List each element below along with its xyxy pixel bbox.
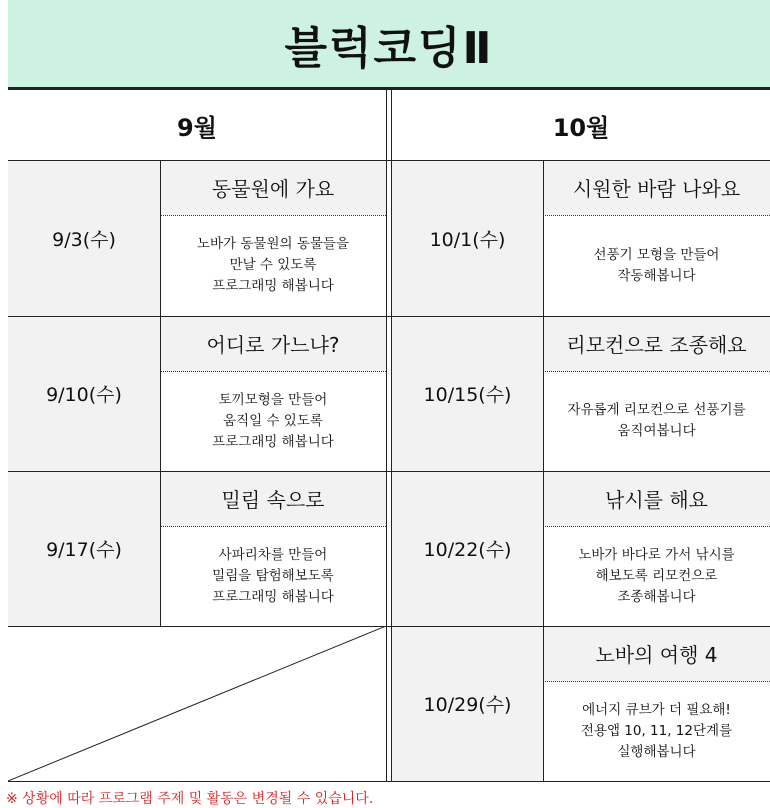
session-topic: 낚시를 해요 bbox=[543, 471, 770, 526]
dotted-separator bbox=[543, 526, 770, 527]
session-date: 10/1(수) bbox=[392, 160, 543, 316]
grid-line bbox=[386, 90, 387, 781]
session-topic: 시원한 바람 나와요 bbox=[543, 160, 770, 215]
session-topic: 어디로 가느냐? bbox=[160, 316, 386, 371]
month-header-october: 10월 bbox=[552, 113, 610, 142]
session-topic: 동물원에 가요 bbox=[160, 160, 386, 215]
empty-cell-diagonal bbox=[8, 626, 386, 781]
session-date: 9/10(수) bbox=[8, 316, 160, 471]
session-description: 토끼모형을 만들어 움직일 수 있도록 프로그래밍 해봅니다 bbox=[160, 371, 386, 471]
page-title: 블럭코딩Ⅱ bbox=[284, 22, 494, 74]
session-topic: 노바의 여행 4 bbox=[543, 626, 770, 681]
session-date: 10/29(수) bbox=[392, 626, 543, 781]
session-description: 선풍기 모형을 만들어 작동해봅니다 bbox=[543, 215, 770, 316]
session-topic: 리모컨으로 조종해요 bbox=[543, 316, 770, 371]
session-description: 노바가 동물원의 동물들을 만날 수 있도록 프로그래밍 해봅니다 bbox=[160, 215, 386, 316]
session-description: 자유롭게 리모컨으로 선풍기를 움직여봅니다 bbox=[543, 371, 770, 471]
dotted-separator bbox=[160, 215, 386, 216]
session-description: 노바가 바다로 가서 낚시를 해보도록 리모컨으로 조종해봅니다 bbox=[543, 526, 770, 626]
session-date: 10/22(수) bbox=[392, 471, 543, 626]
grid-line bbox=[8, 316, 770, 317]
footer-note: ※ 상황에 따라 프로그램 주제 및 활동은 변경될 수 있습니다. bbox=[6, 791, 374, 807]
title-banner bbox=[8, 0, 770, 90]
dotted-separator bbox=[543, 681, 770, 682]
dotted-separator bbox=[160, 526, 386, 527]
grid-line bbox=[391, 90, 392, 781]
grid-line bbox=[160, 160, 161, 626]
session-description: 사파리차를 만들어 밀림을 탐험해보도록 프로그래밍 해봅니다 bbox=[160, 526, 386, 626]
grid-line bbox=[8, 626, 770, 627]
grid-line bbox=[8, 781, 770, 782]
session-description: 에너지 큐브가 더 필요해! 전용앱 10, 11, 12단계를 실행해봅니다 bbox=[543, 681, 770, 781]
session-date: 9/17(수) bbox=[8, 471, 160, 626]
dotted-separator bbox=[160, 371, 386, 372]
session-date: 10/15(수) bbox=[392, 316, 543, 471]
dotted-separator bbox=[543, 371, 770, 372]
dotted-separator bbox=[543, 215, 770, 216]
grid-line bbox=[543, 160, 544, 781]
grid-line bbox=[8, 160, 770, 161]
session-topic: 밀림 속으로 bbox=[160, 471, 386, 526]
month-header-september: 9월 bbox=[177, 113, 217, 142]
grid-line bbox=[8, 471, 770, 472]
session-date: 9/3(수) bbox=[8, 160, 160, 316]
